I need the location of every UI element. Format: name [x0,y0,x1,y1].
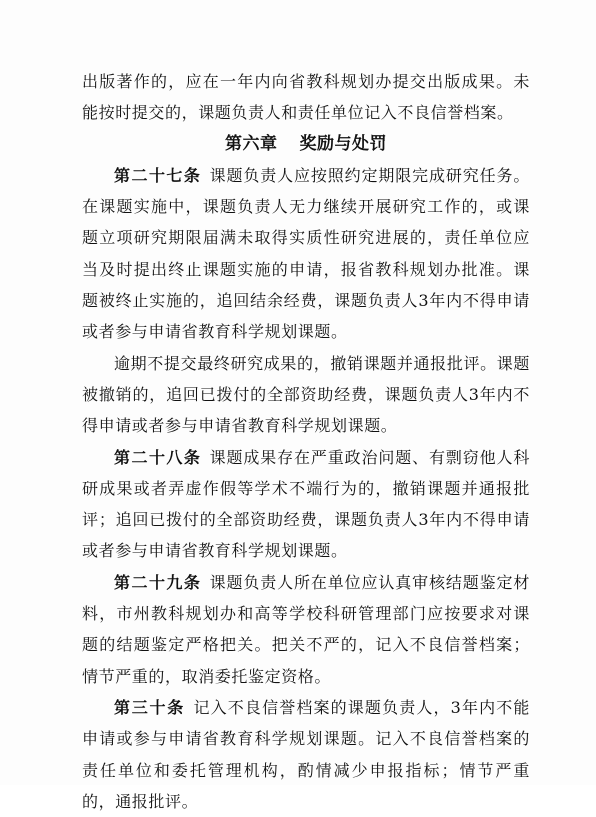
article-title: 第二十八条 [114,447,202,467]
article-text: 课题负责人所在单位应认真审核结题鉴定材料，市州教科规划办和高等学校科研管理部门应按要求对课题的结题鉴定严格把关。把关不严的，记入不良信誉档案；情节严重的，取消委托鉴定资格。 [82,572,530,686]
article-30-paragraph [82,692,530,817]
article-text: 记入不良信誉档案的课题负责人，3年内不能申请或参与申请省教育科学规划课题。记入不良信誉档案的责任单位和委托管理机构，酌情减少申报指标；情节严重的，通报批评。 [82,697,530,811]
document-body [82,66,530,817]
article-text: 逾期不提交最终研究成果的，撤销课题并通报批评。课题被撤销的，追回已拨付的全部资助经费，课题负责人3年内不得申请或者参与申请省教育科学规划课题。 [82,353,530,436]
article-27-paragraph [82,160,530,348]
article-text: 课题成果存在严重政治问题、有剽窃他人科研成果或者弄虚作假等学术不端行为的，撤销课题并通报批评；追回已拨付的全部资助经费，课题负责人3年内不得申请或者参与申请省教育科学规划课题。 [82,447,530,561]
chapter-heading [82,129,530,160]
chapter-title: 奖励与处罚 [299,133,387,154]
article-27-continuation [82,348,530,442]
article-title: 第二十七条 [114,165,202,185]
chapter-number: 第六章 [225,133,278,154]
article-29-paragraph [82,567,530,692]
article-28-paragraph [82,442,530,567]
intro-paragraph: 出版著作的，应在一年内向省教科规划办提交出版成果。未能按时提交的，课题负责人和责任单位记入不良信誉档案。 [82,72,530,123]
article-text: 课题负责人应按照约定期限完成研究任务。在课题实施中，课题负责人无力继续开展研究工作的，或课题立项研究期限届满未取得实质性研究进展的，责任单位应当及时提出终止课题实施的申请，报省教科规划办批准。课题被终止实施的，追回结余经费，课题负责人3年内不得申请或者参与申请省教育科学规划课题。 [82,165,530,342]
article-title: 第三十条 [114,697,185,717]
article-title: 第二十九条 [114,572,202,592]
